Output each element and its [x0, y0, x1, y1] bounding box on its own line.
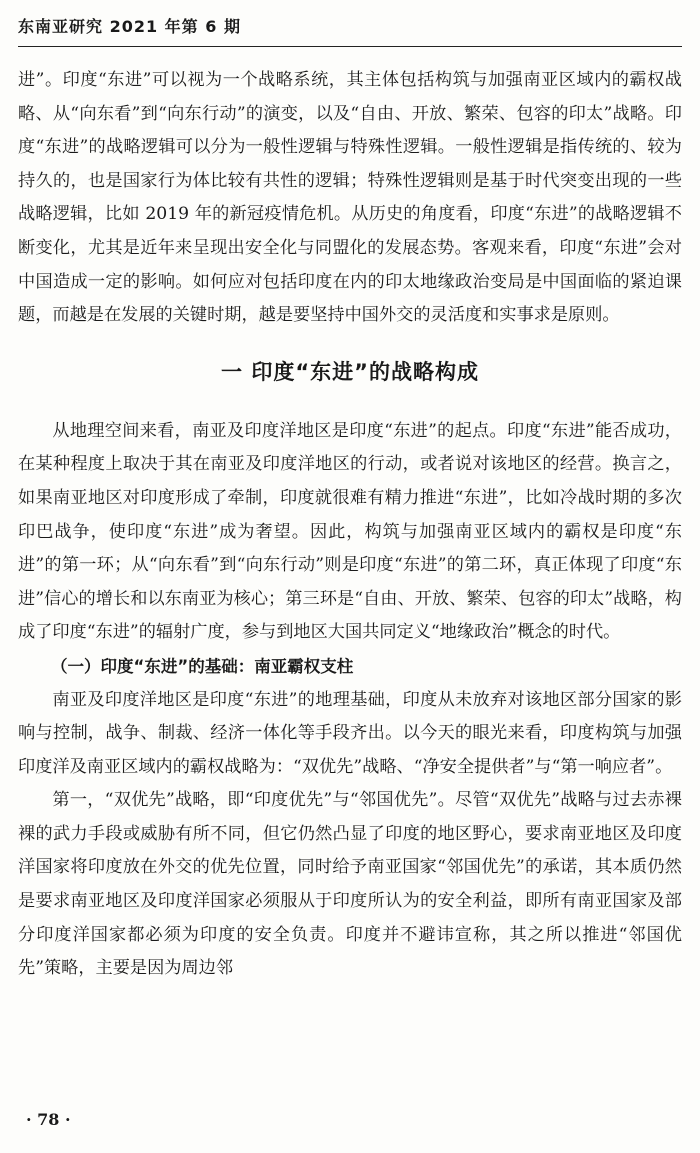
paragraph-intro: 进”。印度“东进”可以视为一个战略系统，其主体包括构筑与加强南亚区域内的霸权战略、从“向东看”到“向东行动”的演变，以及“自由、开放、繁荣、包容的印太”战略。印度“东进”的战略逻辑可以分为一般性逻辑与特殊性逻辑。一般性逻辑是指传统的、较为持久的，也是国家行为体比较有共性的逻辑；特殊性逻辑则是基于时代突变出现的一些战略逻辑，比如 2019 年的新冠疫情危机。从历史的角度看，印度“东进”的战略逻辑不断变化，尤其是近年来呈现出安全化与同盟化的发展态势。客观来看，印度“东进”会对中国造成一定的影响。如何应对包括印度在内的印太地缘政治变局是中国面临的紧迫课题，而越是在发展的关键时期，越是要坚持中国外交的灵活度和实事求是原则。	[18, 70, 682, 326]
paragraph-subsection-intro: 南亚及印度洋地区是印度“东进”的地理基础，印度从未放弃对该地区部分国家的影响与控制，战争、制裁、经济一体化等手段齐出。以今天的眼光来看，印度构筑与加强印度洋及南亚区域内的霸权战略为：“双优先”战略、“净安全提供者”与“第一响应者”。	[18, 689, 682, 777]
subsection-heading: （一）印度“东进”的基础：南亚霸权支柱	[51, 656, 354, 676]
section-heading: 一 印度“东进”的战略构成	[221, 359, 479, 384]
running-header: 东南亚研究 2021 年第 6 期	[18, 14, 682, 47]
paragraph-first-point: 第一，“双优先”战略，即“印度优先”与“邻国优先”。尽管“双优先”战略与过去赤裸裸的武力手段或威胁有所不同，但它仍然凸显了印度的地区野心，要求南亚地区及印度洋国家将印度放在外交的优先位置，同时给予南亚国家“邻国优先”的承诺，其本质仍然是要求南亚地区及印度洋国家必须服从于印度所认为的安全利益，即所有南亚国家及部分印度洋国家都必须为印度的安全负责。印度并不避讳宣称，其之所以推进“邻国优先”策略，主要是因为周边邻	[18, 790, 682, 979]
article-body	[18, 64, 682, 986]
page-number: · 78 ·	[26, 1110, 71, 1129]
paragraph-section-intro: 从地理空间来看，南亚及印度洋地区是印度“东进”的起点。印度“东进”能否成功，在某种程度上取决于其在南亚及印度洋地区的行动，或者说对该地区的经营。换言之，如果南亚地区对印度形成了牵制，印度就很难有精力推进“东进”，比如冷战时期的多次印巴战争，使印度“东进”成为奢望。因此，构筑与加强南亚区域内的霸权是印度“东进”的第一环；从“向东看”到“向东行动”则是印度“东进”的第二环，真正体现了印度“东进”信心的增长和以东南亚为核心；第三环是“自由、开放、繁荣、包容的印太”战略，构成了印度“东进”的辐射广度，参与到地区大国共同定义“地缘政治”概念的时代。	[18, 420, 682, 643]
